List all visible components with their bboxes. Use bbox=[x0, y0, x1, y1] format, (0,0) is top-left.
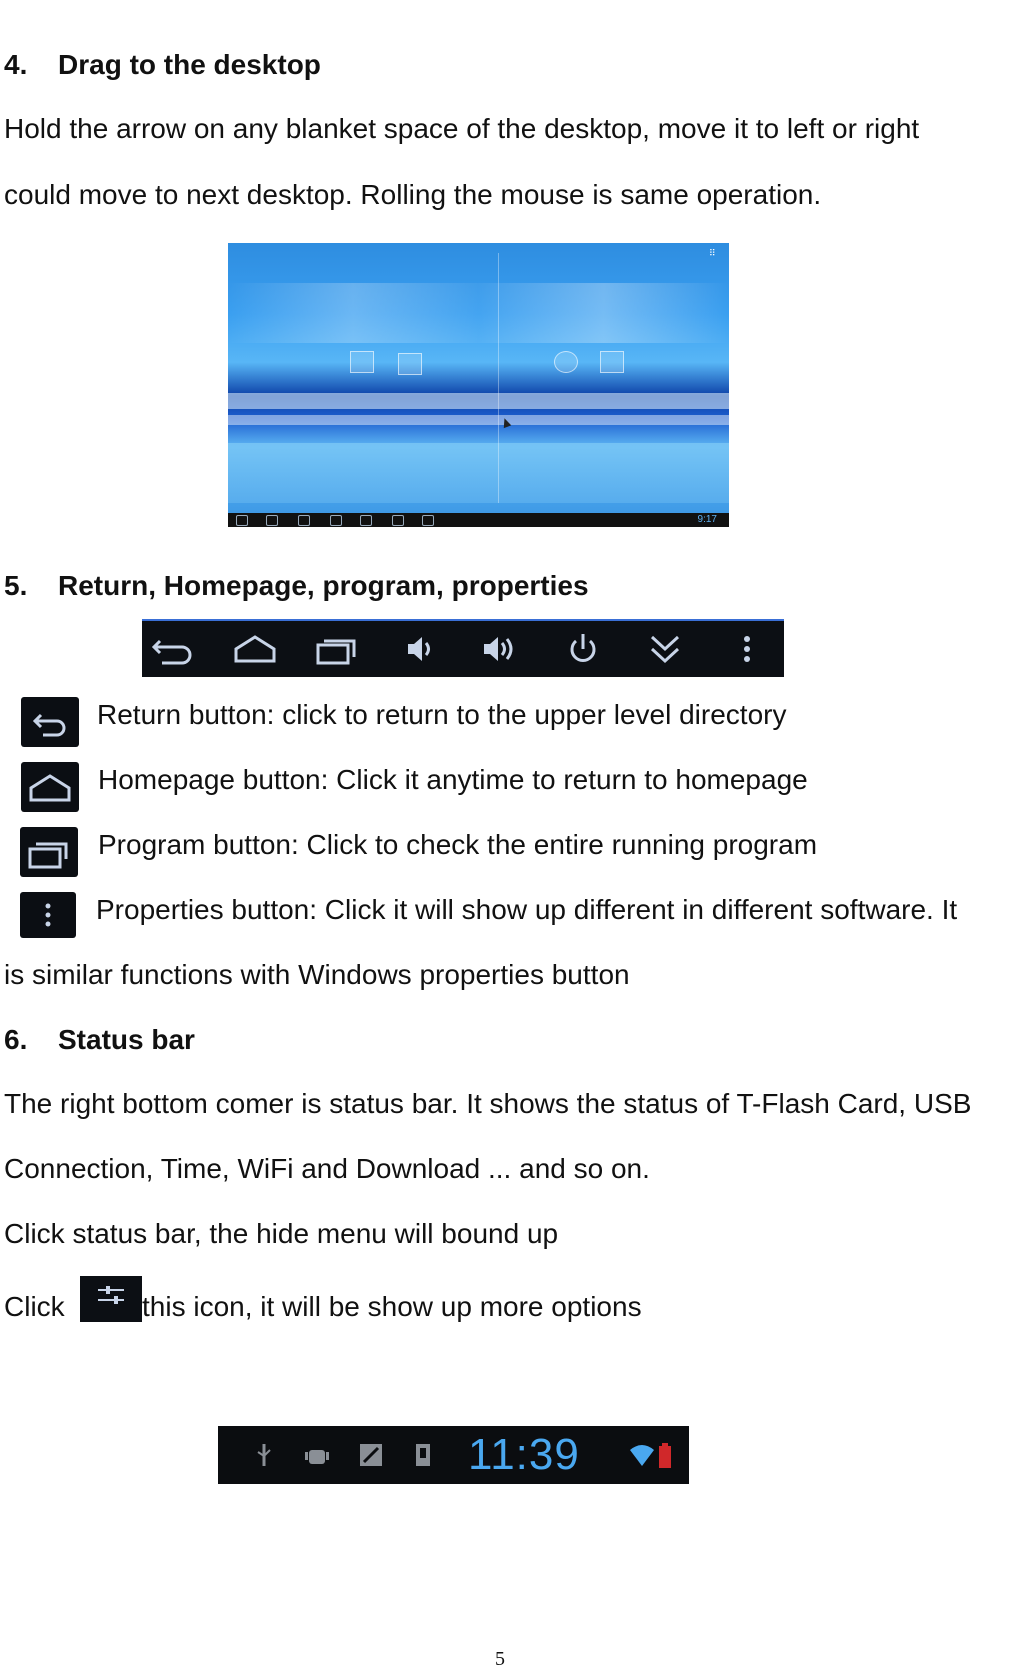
desktop-divider bbox=[498, 253, 499, 503]
recent-apps-icon bbox=[312, 629, 362, 669]
settings-sliders-icon bbox=[80, 1276, 142, 1322]
section-4-line-1: Hold the arrow on any blanket space of the desktop, move it to left or right bbox=[4, 113, 920, 144]
section-4-title: Drag to the desktop bbox=[58, 49, 321, 80]
home-icon bbox=[266, 515, 278, 526]
navigation-bar-image bbox=[142, 619, 784, 677]
properties-button-icon bbox=[20, 892, 76, 938]
section-6-line-1: The right bottom comer is status bar. It shows the status of T-Flash Card, USB bbox=[4, 1088, 972, 1119]
section-6-line-2: Connection, Time, WiFi and Download ... and so on. bbox=[4, 1153, 650, 1184]
section-6-title: Status bar bbox=[58, 1024, 195, 1055]
section-5-heading bbox=[4, 569, 589, 603]
desktop-widget-icon bbox=[600, 351, 624, 373]
desktop-navbar bbox=[228, 513, 729, 527]
return-button-icon bbox=[21, 697, 79, 747]
power-icon bbox=[392, 515, 404, 526]
section-5-title: Return, Homepage, program, properties bbox=[58, 570, 589, 601]
wave-band bbox=[228, 393, 729, 409]
return-button-description: Return button: click to return to the upper level directory bbox=[97, 699, 787, 730]
section-4-number: 4. bbox=[4, 49, 28, 80]
volume-down-icon bbox=[330, 515, 342, 526]
battery-icon bbox=[658, 1442, 672, 1468]
program-button-description: Program button: Click to check the entire running program bbox=[98, 829, 818, 860]
desktop-screenshot bbox=[228, 243, 729, 527]
back-icon bbox=[148, 629, 198, 669]
shore bbox=[228, 443, 729, 503]
android-debug-icon bbox=[304, 1442, 330, 1468]
home-button-description: Homepage button: Click it anytime to return to homepage bbox=[98, 764, 808, 795]
status-bar-image bbox=[218, 1426, 689, 1484]
section-4-heading bbox=[4, 48, 321, 82]
section-6-heading bbox=[4, 1023, 195, 1057]
chevron-down-icon bbox=[640, 629, 690, 669]
status-bar-time: 11:39 bbox=[468, 1430, 580, 1479]
app-drawer-icon: ⠿ bbox=[709, 248, 716, 258]
wave-band bbox=[228, 415, 729, 425]
section-6-line-3: Click status bar, the hide menu will bound up bbox=[4, 1218, 559, 1249]
sd-card-icon bbox=[358, 1442, 384, 1468]
sky-clouds bbox=[228, 283, 729, 343]
home-button-icon bbox=[21, 762, 79, 812]
home-icon bbox=[230, 629, 280, 669]
usb-icon bbox=[254, 1442, 274, 1468]
menu-dots-icon bbox=[722, 629, 772, 669]
desktop-widget-icon bbox=[554, 351, 578, 373]
recent-apps-icon bbox=[298, 515, 310, 526]
wifi-icon bbox=[628, 1442, 656, 1468]
properties-button-description: Properties button: Click it will show up different in different software. It bbox=[96, 894, 958, 925]
properties-button-description-cont: is similar functions with Windows properties button bbox=[4, 959, 630, 990]
chevron-down-icon bbox=[422, 515, 434, 526]
section-6-number: 6. bbox=[4, 1024, 28, 1055]
click-instruction-suffix: this icon, it will be show up more options bbox=[142, 1291, 642, 1322]
download-icon bbox=[414, 1442, 432, 1468]
page-number: 5 bbox=[495, 1648, 505, 1670]
volume-down-icon bbox=[394, 629, 444, 669]
desktop-widget-icon bbox=[350, 351, 374, 373]
back-icon bbox=[236, 515, 248, 526]
click-instruction-prefix: Click bbox=[4, 1291, 65, 1322]
section-4-line-2: could move to next desktop. Rolling the mouse is same operation. bbox=[4, 179, 822, 210]
volume-up-icon bbox=[476, 629, 526, 669]
desktop-clock: 9:17 bbox=[697, 514, 717, 525]
program-button-icon bbox=[20, 827, 78, 877]
volume-up-icon bbox=[360, 515, 372, 526]
desktop-widget-icon bbox=[398, 353, 422, 375]
power-icon bbox=[558, 629, 608, 669]
section-5-number: 5. bbox=[4, 570, 28, 601]
